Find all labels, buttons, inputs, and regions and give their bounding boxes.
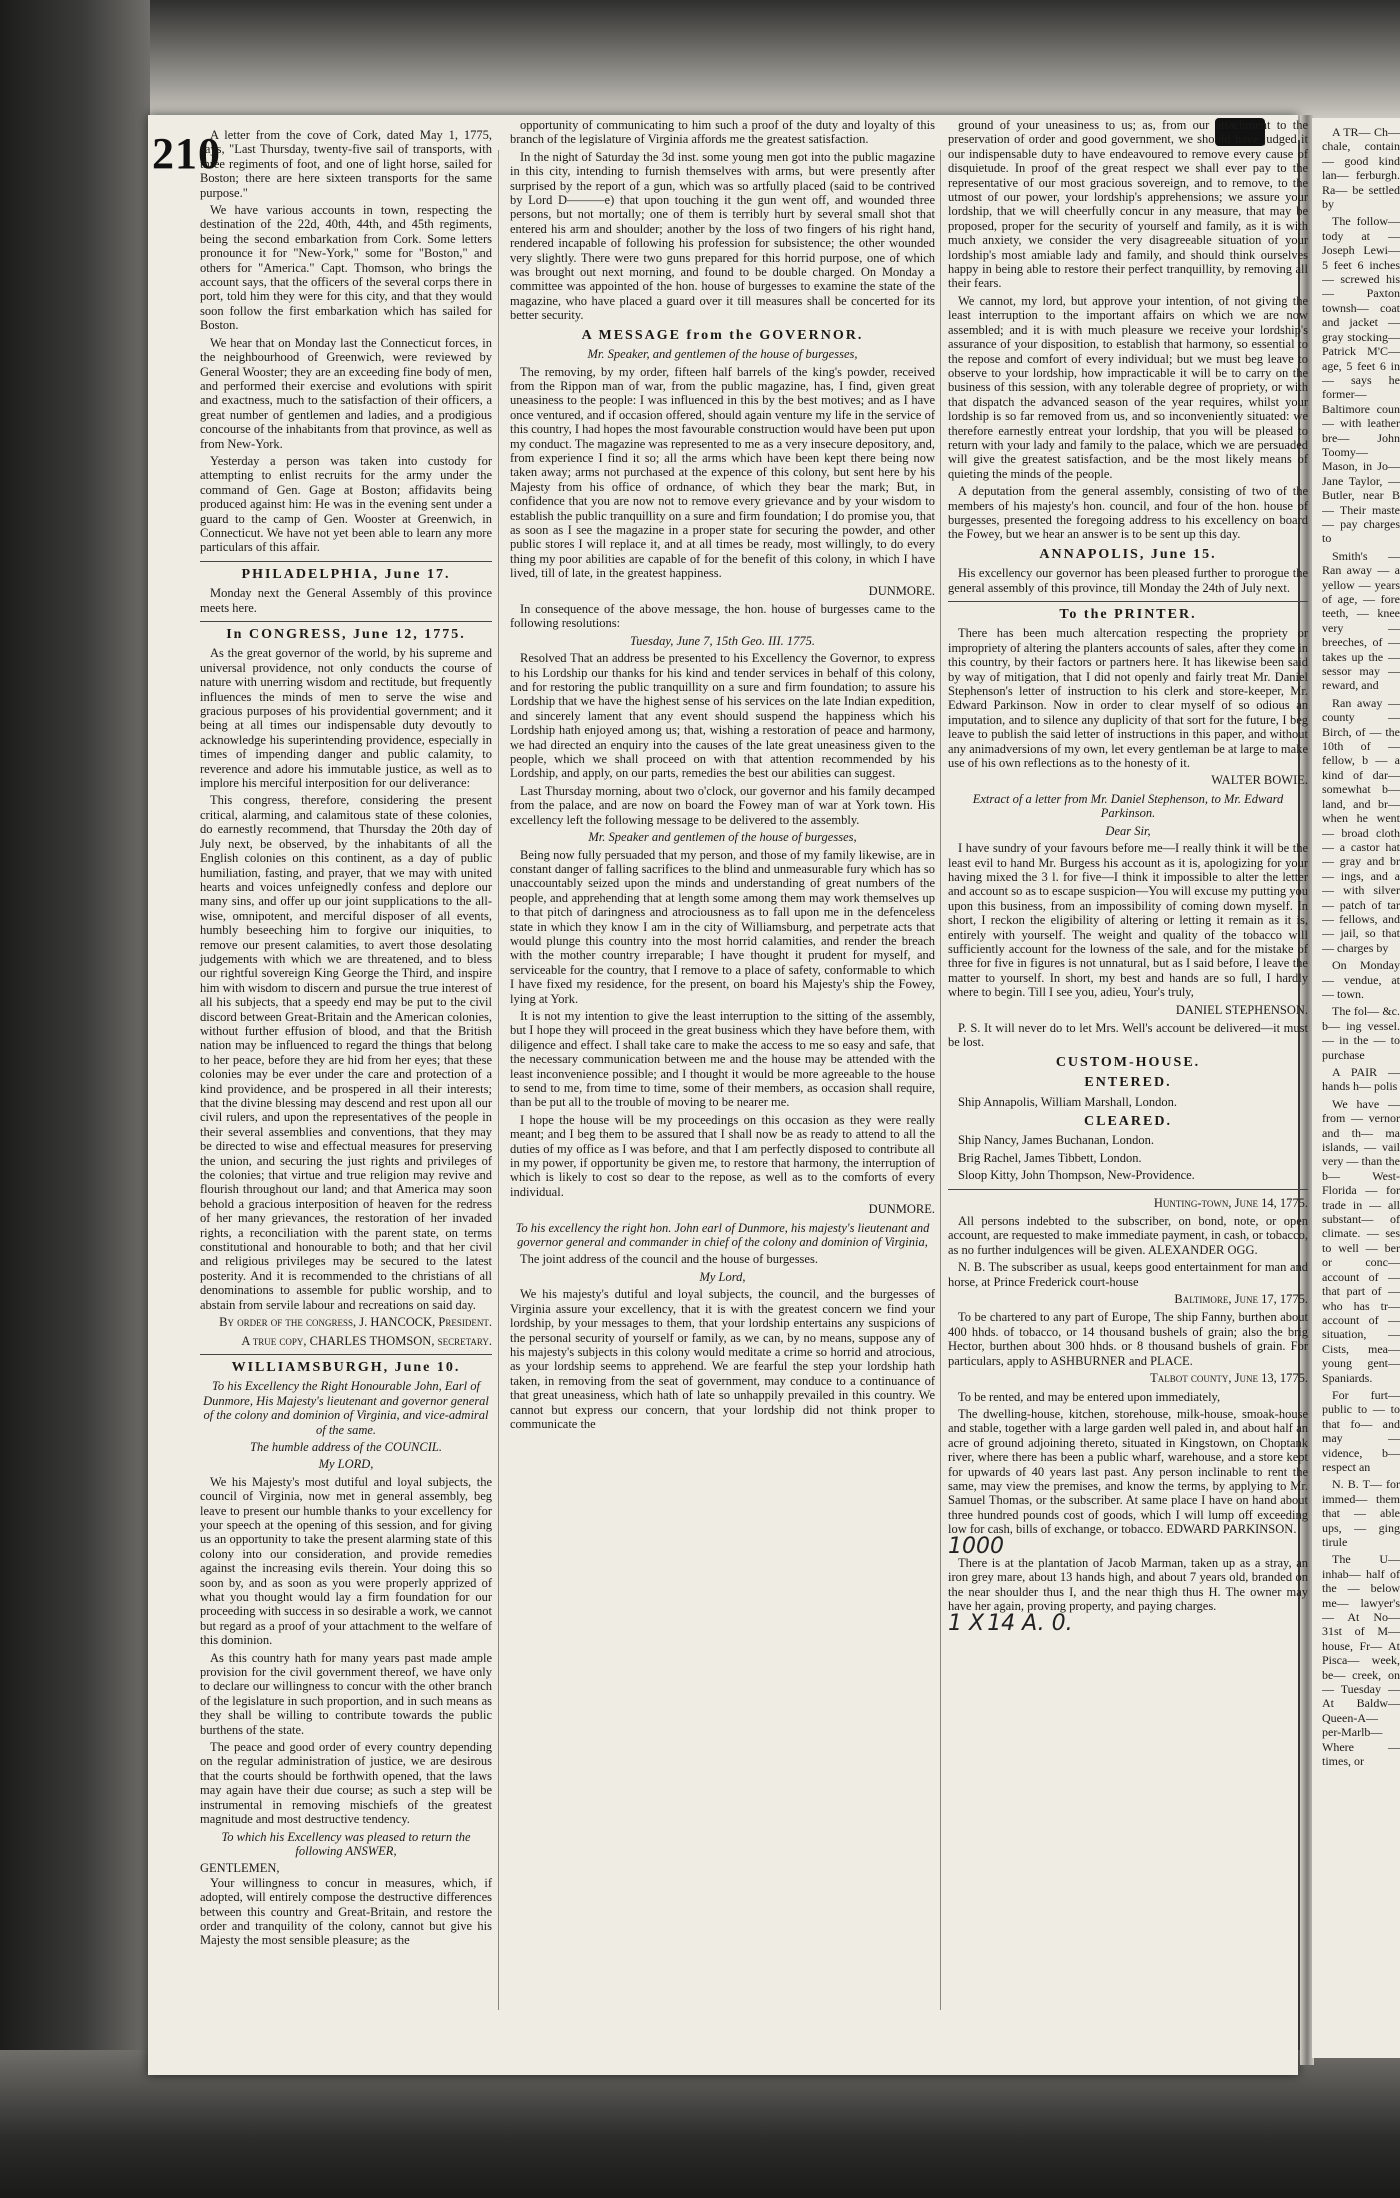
address-heading: To his Excellency the Right Honourable John, Earl of Dunmore, His Majesty's lieutenant and governor general of the colony and dominion of Virginia, and vice-admiral of the same. xyxy=(203,1379,489,1437)
paragraph: In the night of Saturday the 3d inst. some young men got into the public magazine in this city, intending to furnish themselves with arms, but were presently after surprised by the report of a gun, which was so artfully placed (said to be contrived by Lord D———e) that upon touching it the gun went off, and wounded three persons, but not mortally; one of them is terribly hurt by several small shot that entered his arm and shoulder; another by the loss of two fingers of his right hand, rendered incapable of following his profession for subsistence; the other wounded very slightly. There were two guns prepared for this horrid purpose, one of which was brought out next morning, and found to be double charged. On Monday a committee was appointed of the hon. house of burgesses to examine the state of the magazine, who have placed a guard over it till measures shall be concerted for its better security. xyxy=(510,149,935,323)
paragraph: His excellency our governor has been pleased further to prorogue the general assembly of this province, till Monday the 24th of July next. xyxy=(948,566,1308,595)
paragraph: A deputation from the general assembly, consisting of two of the members of his majesty's hon. council, and four of the hon. house of burgesses, presented the foregoing address to his excellency on board the Fowey, but we hear an answer is to be sent up this day. xyxy=(948,484,1308,542)
book-spine xyxy=(0,0,150,2198)
signature-dunmore: DUNMORE. xyxy=(868,583,935,598)
address-subheading: The humble address of the COUNCIL. xyxy=(250,1439,442,1454)
paragraph: Being now fully persuaded that my person, and those of my family likewise, are in constant danger of falling sacrifices to the blind and unmeasurable fury which has so unaccountably seized upon the minds and understanding of great numbers of the people, and apprehending that at length some among them may work themselves up to that pitch of daringness and atrociousness as to fall upon me in the defenceless state in which they know I am in the city of Williamsburg, and perpetrate acts that would plunge this country into the most horrid calamities, and render the breach with the mother country irreparable; I have thought it prudent for myself, and serviceable for the country, that I remove to a place of safety, conformable to which I have fixed my residence, for the present, on board his Majesty's ship the Fowey, lying at York. xyxy=(510,847,935,1006)
paragraph: The follow— tody at — Joseph Lewi— 5 feet 6 inches — screwed his — Paxton townsh— coat and jacket — gray stocking— Patrick M'C— age, 5 feet 6 in— says he former— Baltimore coun— with leather bre— John Toomy— Mason, in Jo— Jane Taylor, — Butler, near B— Their maste— pay charges to xyxy=(1322,214,1400,546)
handwritten-mark: 14 A. 0. xyxy=(987,1610,1073,1636)
paragraph: We his majesty's dutiful and loyal subjects, the council, and the burgesses of Virginia assure your excellency, that it is with the greatest concern we find your lordship, by your messages to them, that your lordship entertains any suspicions of the personal security of yourself or family, as we can, by no means, suppose any of his majesty's subjects in this colony would meditate a crime so horrid and atrocious, as your lordship seems to apprehend. We are fearful the step your lordship hath taken, in removing from the seat of government, may conduce to a continuance of that great uneasiness, which hath of late so unhappily prevailed in this country. We cannot but express our concern, that your lordship did not think proper to communicate the xyxy=(510,1287,935,1431)
paragraph: The joint address of the council and the house of burgesses. xyxy=(520,1252,818,1267)
divider xyxy=(948,1189,1308,1190)
answer-heading: To which his Excellency was pleased to return the following ANSWER, xyxy=(221,1829,471,1858)
cleared-heading: CLEARED. xyxy=(1084,1114,1172,1129)
column-1 xyxy=(200,128,492,1951)
advertisement: There is at the plantation of Jacob Marman, taken up as a stray, an iron grey mare, about 13 hands high, and about 7 years old, branded on the near shoulder thus I, and the near thigh thus H. The owner may have her again, proving property, and paying charges. xyxy=(948,1555,1308,1614)
paragraph: The fol— &c. b— ing vessel. — in the — to purchase xyxy=(1322,1004,1400,1062)
advertisement: All persons indebted to the subscriber, on bond, note, or open account, are requested to make immediate payment, in cash, or tobacco, as no further indulgences will be given. ALEXANDER OGG. xyxy=(948,1214,1308,1257)
column-4-fragment xyxy=(1322,125,1400,1772)
divider xyxy=(200,1354,492,1355)
signature-hancock: By order of the congress, J. HANCOCK, President. xyxy=(219,1315,492,1330)
paragraph: The U— inhab— half of the — below me— lawyer's — At No— 31st of M— house, Fr— At Pisca— week, be— creek, on — Tuesday — At Baldw— Queen-A— per-Marlb— Where — times, or xyxy=(1322,1552,1400,1769)
paragraph: As this country hath for many years past made ample provision for the civil government thereof, we have only to declare our willingness to concur with the other branch of the legislature in such proportion, and in such means as they shall be willing to contribute towards the public burthens of the state. xyxy=(200,1650,492,1737)
paragraph: Smith's — Ran away — a yellow — years of age, — fore teeth, — knee very — breeches, of — takes up the — sessor may — reward, and xyxy=(1322,548,1400,693)
paragraph: I have sundry of your favours before me—I really think it will be the least evil to hand Mr. Burgess his account as it is, apologizing for your having mixed the 3 l. for five—I think it impossible to alter the letter and account so as to escape suspicion—You will excuse my putting you upon this business, from an impossibility of coming down myself. In short, I reckon the eligibility of altering or letting it remain as it is, entirely with yourself. The weight and quality of the tobacco will sufficiently account for the lowness of the sale, and for the mistake of three for five in figures is not unnatural, but as I said before, I leave the matter to yourself. In short, my best and hands are so full, I hardly where to begin. Till I see you, adieu, Your's truly, xyxy=(948,841,1308,1000)
advert-dateline: Baltimore, June 17, 1775. xyxy=(1174,1292,1308,1307)
dateline-williamsburgh: WILLIAMSBURGH, June 10. xyxy=(231,1359,461,1375)
divider xyxy=(200,561,492,562)
advert-dateline: Talbot county, June 13, 1775. xyxy=(1150,1371,1308,1386)
paragraph: On Monday — vendue, at — town. xyxy=(1322,958,1400,1001)
advertisement: To be chartered to any part of Europe, The ship Fanny, burthen about 400 hhds. of tobacco, or 14 thousand bushels of grain; also the brig Hector, burthen about 300 hhds. or 8 thousand bushels of grain. For particulars, apply to ASHBURNER and PLACE. xyxy=(948,1310,1308,1368)
paragraph: For furt— public to — to that fo— and may — vidence, b— respect an xyxy=(1322,1387,1400,1474)
handwritten-mark: 1 X xyxy=(948,1610,985,1636)
salutation: My Lord, xyxy=(699,1269,746,1284)
dateline-congress: In CONGRESS, June 12, 1775. xyxy=(226,627,466,642)
paragraph: I hope the house will be my proceedings on this occasion as they were really meant; and I beg them to be assured that I shall now be as ready to attend to all the duties of my office as I was before, and that I am perfectly disposed to contribute all in my power, if opportunity be given me, to restore that harmony, the interruption of which is likely to cost so dear to the repose, as well as to the comforts of every individual. xyxy=(510,1112,935,1199)
paragraph: Your willingness to concur in measures, which, if adopted, will entirely compose the destructive differences between this country and Great-Britain, and restore the order and tranquility of the colony, cannot but give his Majesty the most sensible pleasure; as the xyxy=(200,1875,492,1948)
paragraph: We hear that on Monday last the Connecticut forces, in the neighbourhood of Greenwich, were reviewed by General Wooster; they are an exceeding fine body of men, and performed their exercise and evolutions with spirit and exactness, much to the satisfaction of their officers, a great number of gentlemen and ladies, and a prodigious concourse of the inhabitants from that province, as well as from New-York. xyxy=(200,335,492,451)
paragraph: Ran away — county — Birch, of — the 10th of — fellow, b — a kind of dar— somewhat b— land, and br— when he went — broad cloth — a castor hat — gray and br— ings, and a— with silver — patch of tar — fellows, and — jail, so that — charges by xyxy=(1322,695,1400,955)
paragraph: Resolved That an address be presented to his Excellency the Governor, to express to his Lordship our thanks for his kind and tender services in behalf of this colony, and for restoring the public tranquillity on a sure and firm foundation; to assure his Lordship that we have the highest sense of his services on the late Indian expedition, and sincerely lament that any event should suspend the happiness which his Lordship hath enjoyed among us; that, wishing a restoration of peace and harmony, we had directed an enquiry into the causes of the late great uneasiness given to the people, which we shall proceed on with that attention recommended by his Lordship, and apply, on our parts, remedies the best our abilities can suggest. xyxy=(510,651,935,781)
shipping-entry: Ship Nancy, James Buchanan, London. xyxy=(958,1133,1155,1148)
custom-house-heading: CUSTOM-HOUSE. xyxy=(1055,1054,1201,1070)
address-heading: To his excellency the right hon. John earl of Dunmore, his majesty's lieutenant and governor general and commander in chief of the colony and dominion of Virginia, xyxy=(515,1220,930,1250)
divider xyxy=(200,621,492,622)
handwritten-mark: 1000 xyxy=(948,1533,1004,1559)
paragraph: Last Thursday morning, about two o'clock, our governor and his family decamped from the palace, and are now on board the Fowey man of war at York town. His excellency left the following message to be delivered to the assembly. xyxy=(510,783,935,827)
signature-stephenson: DANIEL STEPHENSON. xyxy=(1175,1002,1308,1017)
paragraph: We cannot, my lord, but approve your intention, of not giving the least interruption to the important affairs on which we are now assembled; and it is with much pleasure we receive your lordship's assurance of your disposition, to establish that harmony, so essential to the repose and comfort of every individual; but we must beg leave to observe to your lordship, how impracticable it will be to carry on the business of this session, with any tolerable degree of propriety, or with that dispatch the advanced season of the year requires, whilst your lordship is so far removed from us, and so inconveniently situated: we therefore earnestly entreat your lordship, that you will be pleased to return with your lady and family to the palace, which we are persuaded will give the greatest satisfaction, and be the most likely means of quieting the minds of the people. xyxy=(948,293,1308,481)
extract-heading: Extract of a letter from Mr. Daniel Stephenson, to Mr. Edward Parkinson. xyxy=(972,791,1284,821)
paragraph: The peace and good order of every country depending on the regular administration of justice, we are desirous that the courts should be forthwith opened, that the laws may again have their due course; as such a step will be instrumental in removing mischiefs of the greatest magnitude and most destructive tendency. xyxy=(200,1740,492,1827)
paragraph: We his Majesty's most dutiful and loyal subjects, the council of Virginia, now met in general assembly, beg leave to present our humble thanks to your excellency for your speech at the opening of this session, and for giving us an opportunity to take the present alarming state of this colony into our consideration, and provide remedies against the increasing evils therein. Your doing this so soon by, and as soon as you were properly apprized of what you thought would lay a firm foundation for our proceeding with success in so desirable a work, we cannot but regard as a proof of your attachment to the welfare of this dominion. xyxy=(200,1474,492,1648)
paragraph: A TR— Ch— chale, contain— good kind lan— ferburgh. Ra— be settled by xyxy=(1322,125,1400,212)
advertisement: The dwelling-house, kitchen, storehouse, milk-house, smoak-house and stable, together with a large garden well paled in, and about half an acre of ground adjoining thereto, situated in Kingstown, on Choptank river, where there has been a public wharf, warehouse, and a store kept for upwards of 40 years last past. Any person inclinable to rent the same, may view the premises, and know the terms, by applying to Mr. Samuel Thomas, or the subscriber. At same place I have on hand about three hundred pounds cost of goods, which I will lump off exceeding low for cash, bills of exchange, or tobacco. EDWARD PARKINSON. xyxy=(948,1406,1308,1537)
signature-dunmore: DUNMORE. xyxy=(868,1202,935,1217)
paragraph: opportunity of communicating to him such a proof of the duty and loyalty of this branch of the legislature of Virginia affords me the greatest satisfaction. xyxy=(510,118,935,147)
page-number: 210 xyxy=(152,129,221,178)
paragraph: A PAIR — hands h— polis xyxy=(1322,1065,1400,1094)
shipping-entry: Ship Annapolis, William Marshall, London. xyxy=(958,1094,1178,1109)
divider xyxy=(948,601,1308,602)
paragraph: A letter from the cove of Cork, dated May 1, 1775, says, "Last Thursday, twenty-five sail of transports, with three regiments of foot, and one of light horse, sailed for Boston; there are here sixteen transports for the same purpose." xyxy=(200,128,492,200)
paragraph: ground of your uneasiness to us; as, from our attachment to the preservation of order and good government, we should have judged it our indispensable duty to have endeavoured to remove every cause of disquietude. In proof of the great respect we shall ever pay to the representative of our most gracious sovereign, and to remove, to the utmost of our power, your lordship's apprehensions; we assure your lordship, that we will cheerfully concur in any measure, that may be proposed, proper for the security of yourself and family, as it is with much anxiety, we consider the very disagreeable situation of your lordship's most amiable lady and family, and should think ourselves happy in being able to restore their perfect tranquillity, by removing all their fears. xyxy=(948,118,1308,291)
column-2 xyxy=(510,118,935,1434)
paragraph: As the great governor of the world, by his supreme and universal providence, not only conducts the course of nature with unerring wisdom and rectitude, but frequently influences the minds of men to serve the wise and gracious purposes of his providential government; and it being at all times our indispensable duty devoutly to acknowledge his superintending providence, especially in times of impending danger and public calamity, to reverence and adore his immutable justice, as well as to implore his merciful interposition for our deliverance: xyxy=(200,646,492,791)
advertisement: N. B. The subscriber as usual, keeps good entertainment for man and horse, at Prince Frederick court-house xyxy=(948,1260,1308,1289)
paragraph: Monday next the General Assembly of this province meets here. xyxy=(200,586,492,615)
paragraph: This congress, therefore, considering the present critical, alarming, and calamitous state of these colonies, do earnestly recommend, that Thursday the 20th day of July next, be observed, by the inhabitants of all the English colonies on this continent, as a day of public humiliation, fasting, and prayer, that we may with united hearts and voices unfeignedly confess and deplore our many sins, and offer up our joint supplications to the all-wise, omnipotent, and merciful disposer of all events, humbly beseeching him to forgive our iniquities, to remove our present calamities, to avert those desolating judgements with which we are threatened, and to bless our rightful sovereign King George the Third, and inspire him with wisdom to discern and pursue the true interest of all his subjects, that a speedy end may be put to the civil discord between Great-Britain and the American colonies, without further effusion of blood, and that the British nation may be influenced to regard the things that belong to her peace, before they are hid from her eyes; that these colonies may be ever under the care and protection of a kind providence, and be prospered in all their interests; that the divine blessing may descend and rest upon all our civil rulers, and upon the representatives of the people in their several assemblies and conventions, that they may be directed to wise and effectual measures for preserving the union, and securing the just rights and privileges of the colonies; that virtue and true religion may revive and flourish throughout our land; and that America may soon behold a gracious interposition of heaven for the redress of her many grievances, the restoration of her invaded rights, a reconciliation with the parent state, on terms constitutional and honourable to both; and that her civil and religious privileges may be secured to the latest posterity. And it is recommended to the christians of all denominations to assemble for public worship, and to abstain from servile labour and recreations on said day. xyxy=(200,793,492,1312)
message-salutation: Mr. Speaker and gentlemen of the house of burgesses, xyxy=(588,830,857,845)
paragraph: There has been much altercation respecting the propriety or impropriety of altering the planters accounts of sales, after they come in this country, by their factors or partners here. It has likewise been said by way of mitigation, that I did not openly and fairly treat Mr. Daniel Stephenson's letter of instruction to his clerk and store-keeper, Mr. Edward Parkinson. Now in order to clear myself of so odious an imputation, and to silence any duplicity of that sort for the future, I beg leave to publish the said letter of instructions in this paper, and without any animadversions of my own, let every gentleman be at large to make use of his own reflections as to the honesty of it. xyxy=(948,626,1308,771)
resolution-date: Tuesday, June 7, 15th Geo. III. 1775. xyxy=(629,633,816,648)
shipping-entry: Brig Rachel, James Tibbett, London. xyxy=(958,1150,1142,1165)
column-rule-2 xyxy=(940,150,941,2010)
column-rule-1 xyxy=(498,150,499,2010)
signature-thomson: A true copy, CHARLES THOMSON, secretary. xyxy=(241,1333,492,1348)
advert-dateline: Hunting-town, June 14, 1775. xyxy=(1153,1195,1308,1210)
paragraph: The removing, by my order, fifteen half barrels of the king's powder, received from the Rippon man of war, from the public magazine, has, I find, given great uneasiness to the people: I was influenced in this by the best motives; and as I have once ventured, and if occasion offered, should again venture my life in the service of this country, I had hopes the most favourable construction would have been put upon my conduct. The magazine was represented to me as a very insecure depository, and, from experience I find it so; all the arms which have been kept there being now taken away; arms not purchased at the expence of this colony, but sent here by his Majesty from his office of ordnance, of which they bear the mark; But, in confidence that you are now not to remove every grievance and by your wisdom to establish the public tranquillity on a sure and firm foundation; I do promise you, that as soon as I see the magazine in a proper state for securing the powder, and other public stores I will replace it, and at all times be ready, most willingly, to do every thing my poor abilities are capable of for the benefit of this colony, in which I have lived, till of late, in the greatest happiness. xyxy=(510,364,935,581)
paragraph: P. S. It will never do to let Mrs. Well's account be delivered—it must be lost. xyxy=(948,1020,1308,1050)
entered-heading: ENTERED. xyxy=(1084,1075,1172,1091)
paragraph: In consequence of the above message, the hon. house of burgesses came to the following resolutions: xyxy=(510,602,935,631)
advertisement: To be rented, and may be entered upon immediately, xyxy=(958,1389,1221,1404)
salutation: Dear Sir, xyxy=(1105,823,1151,838)
paragraph: We have various accounts in town, respecting the destination of the 22d, 40th, 44th, and 45th regiments, being the second embarkation from Cork. Some letters pronounce it for "New-York," some for "Boston," and others for "America." Capt. Thomson, who brings the account says, that the officers of the several corps there in port, told him they were for this city, and that they would soon follow the first embarkation which has sailed for Boston. xyxy=(200,203,492,333)
dateline-philadelphia: PHILADELPHIA, June 17. xyxy=(241,566,451,582)
message-salutation: Mr. Speaker, and gentlemen of the house of burgesses, xyxy=(587,347,858,362)
dateline-annapolis: ANNAPOLIS, June 15. xyxy=(1039,546,1217,562)
salutation: GENTLEMEN, xyxy=(200,1861,280,1876)
message-heading: A MESSAGE from the GOVERNOR. xyxy=(581,327,864,343)
paragraph: Yesterday a person was taken into custody for attempting to enlist recruits for the army under the command of Gen. Gage at Boston; affidavits being produced against him: He was in the evening sent under a guard to the camp of Gen. Wooster at Greenwich, in Connecticut. We have not yet been able to learn any more particulars of this affair. xyxy=(200,453,492,555)
paragraph: It is not my intention to give the least interruption to the sitting of the assembly, but I hope they will proceed in the great business which they have before them, with diligence and effect. I shall take care to make the access to me so easy and safe, that the necessary communication between me and the house may be attended with the least inconvenience possible; and I thought it would be more agreeable to the house to send to me, from time to time, some of their members, as occasion shall require, than be put all to the trouble of moving to be nearer me. xyxy=(510,1008,935,1110)
letter-heading: To the PRINTER. xyxy=(1059,607,1197,622)
salutation: My LORD, xyxy=(318,1457,374,1472)
signature-bowie: WALTER BOWIE. xyxy=(1211,773,1308,788)
paragraph: N. B. T— for immed— them that — able ups, — ging tirule xyxy=(1322,1477,1400,1549)
column-3 xyxy=(948,118,1308,1636)
shipping-entry: Sloop Kitty, John Thompson, New-Providence. xyxy=(958,1168,1195,1183)
paragraph: We have — from — vernor and th— ma islands, — vail very — than the b— West-Florida — for trade in — all substant— of climate. — ses to well — ber or conc— account of — that part of — who has tr— account of — situation, — Cists, mea— young gent— Spaniards. xyxy=(1322,1096,1400,1385)
